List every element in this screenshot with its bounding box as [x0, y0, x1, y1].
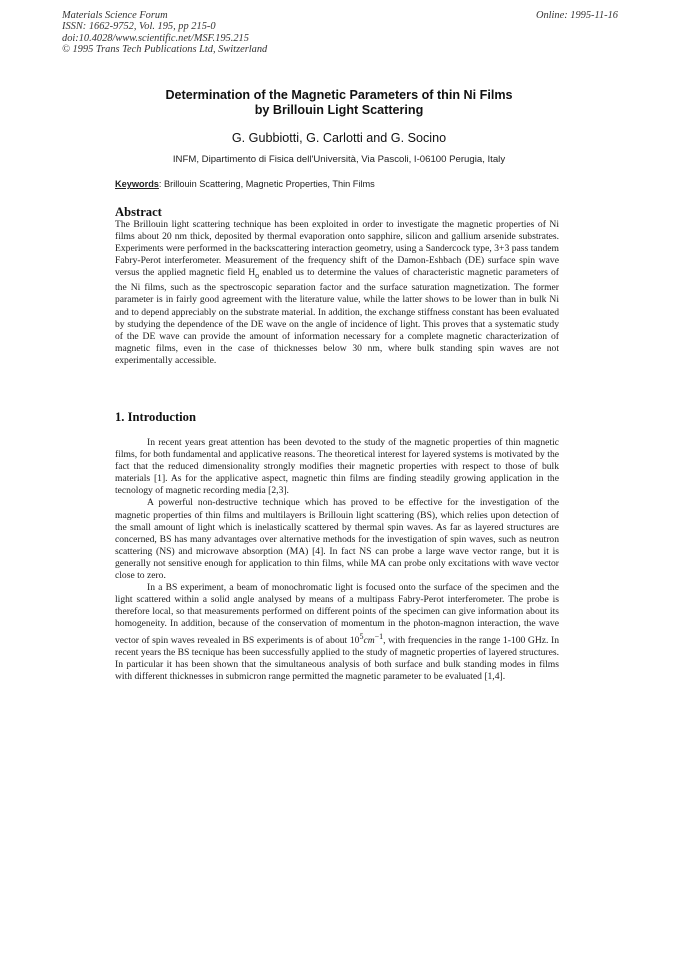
keywords-label: Keywords	[115, 179, 159, 189]
journal-header	[62, 10, 267, 55]
keywords-text: : Brillouin Scattering, Magnetic Properties, Thin Films	[158, 179, 375, 189]
doi-line: doi:10.4028/www.scientific.net/MSF.195.215	[62, 32, 249, 44]
intro-p3-text-2: , with frequencies in the range 1-100 GHz. In recent years the BS tecnique has been successfully applied to the study of magnetic properties of layered structures. In particular it has been shown that the simultaneous analysis of both surface and bulk standing modes in films with different thicknesses in submicron range permitted the magnetic parameter to be evaluated [1,4].	[115, 634, 559, 682]
field-subscript: o	[255, 271, 260, 281]
introduction-heading: 1. Introduction	[115, 410, 196, 424]
wavevector-base: 10	[349, 634, 360, 646]
intro-p3-text-1: In a BS experiment, a beam of monochromatic light is focused onto the surface of the specimen and the light scattered within a solid angle analysed by means of a multipass Fabry-Perot interferometer. The probe is therefore local, so that measurements performed on different points of the specimen can give information about its homogeneity. In addition, because of the conservation of momentum in the photon-magnon interaction, the wave vector of spin waves revealed in BS experiments is of about	[115, 582, 559, 646]
field-symbol: H	[248, 267, 256, 279]
intro-paragraph-3	[115, 582, 559, 683]
keywords-line	[115, 179, 375, 189]
affiliation: INFM, Dipartimento di Fisica dell'Università, Via Pascoli, I-06100 Perugia, Italy	[172, 154, 506, 165]
wavevector-exponent: 5	[359, 631, 364, 641]
issn-line: ISSN: 1662-9752, Vol. 195, pp 215-0	[62, 21, 216, 33]
abstract-paragraph	[115, 219, 559, 367]
title-line-2: by Brillouin Light Scattering	[254, 103, 424, 117]
abstract-body	[115, 219, 559, 367]
copyright-line: © 1995 Trans Tech Publications Ltd, Switzerland	[62, 43, 268, 55]
paper-title	[100, 88, 578, 118]
title-line-1: Determination of the Magnetic Parameters of thin Ni Films	[165, 88, 513, 102]
wavevector-unit-exponent: −1	[374, 631, 384, 641]
abstract-text-2: enabled us to determine the values of characteristic magnetic parameters of the Ni films, such as the spectroscopic separation factor and the surface saturation magnetization. The former parameter is in fairly good agreement with the literature value, while the latter shows to be lower than in bulk Ni and to depend appreciably on the substrate material. In addition, the exchange stiffness constant has been evaluated by studying the dependence of the DE wave on the angle of incidence of light. This proves that a systematic study of the DE wave can provide the amount of information necessary for a complete magnetic characterization of magnetic films, even in the case of thicknesses below 30 nm, where bulk standing spin waves are not experimentally accessible.	[115, 267, 560, 366]
intro-paragraph-1: In recent years great attention has been devoted to the study of the magnetic properties of thin magnetic films, for both fundamental and applicative reasons. The theoretical interest for layered systems is motivated by the fact that the reduced dimensionality strongly modifies their magnetic properties with respect to those of bulk materials [1]. As for the applicative aspect, magnetic thin films are finding steadily growing application in the tecnology of magnetic recording media [2,3].	[115, 437, 559, 497]
abstract-heading: Abstract	[115, 205, 162, 219]
wavevector-unit: cm	[363, 634, 375, 646]
journal-name: Materials Science Forum	[62, 10, 168, 21]
intro-paragraph-2: A powerful non-destructive technique which has proved to be effective for the investigation of the magnetic properties of thin films and multilayers is Brillouin light scattering (BS), which relies upon detection of the small amount of light which is inelastically scattered by thermal spin waves. As far as layered structures are concerned, BS has many advantages over alternative methods for the investigation of spin waves, such as neutron scattering (NS) and microwave absorption (MA) [4]. In fact NS can probe a large wave vector range, but it is generally not sensitive enough for application to thin films, while MA can probe only excitations with wave vector close to zero.	[115, 497, 559, 582]
abstract-text-1: The Brillouin light scattering technique has been exploited in order to investigate the magnetic properties of Ni films about 20 nm thick, deposited by thermal evaporation onto sapphire, silicon and gallium arsenide substrates. Experiments were performed in the backscattering interaction geometry, using a Sandercock type, 3+3 pass tandem Fabry-Perot interferometer. Measurement of the frequency shift of the Damon-Eshbach (DE) surface spin wave versus the applied magnetic field	[115, 219, 559, 279]
author-list: G. Gubbiotti, G. Carlotti and G. Socino	[231, 131, 447, 145]
introduction-body	[115, 437, 559, 683]
online-date: Online: 1995-11-16	[535, 10, 618, 21]
